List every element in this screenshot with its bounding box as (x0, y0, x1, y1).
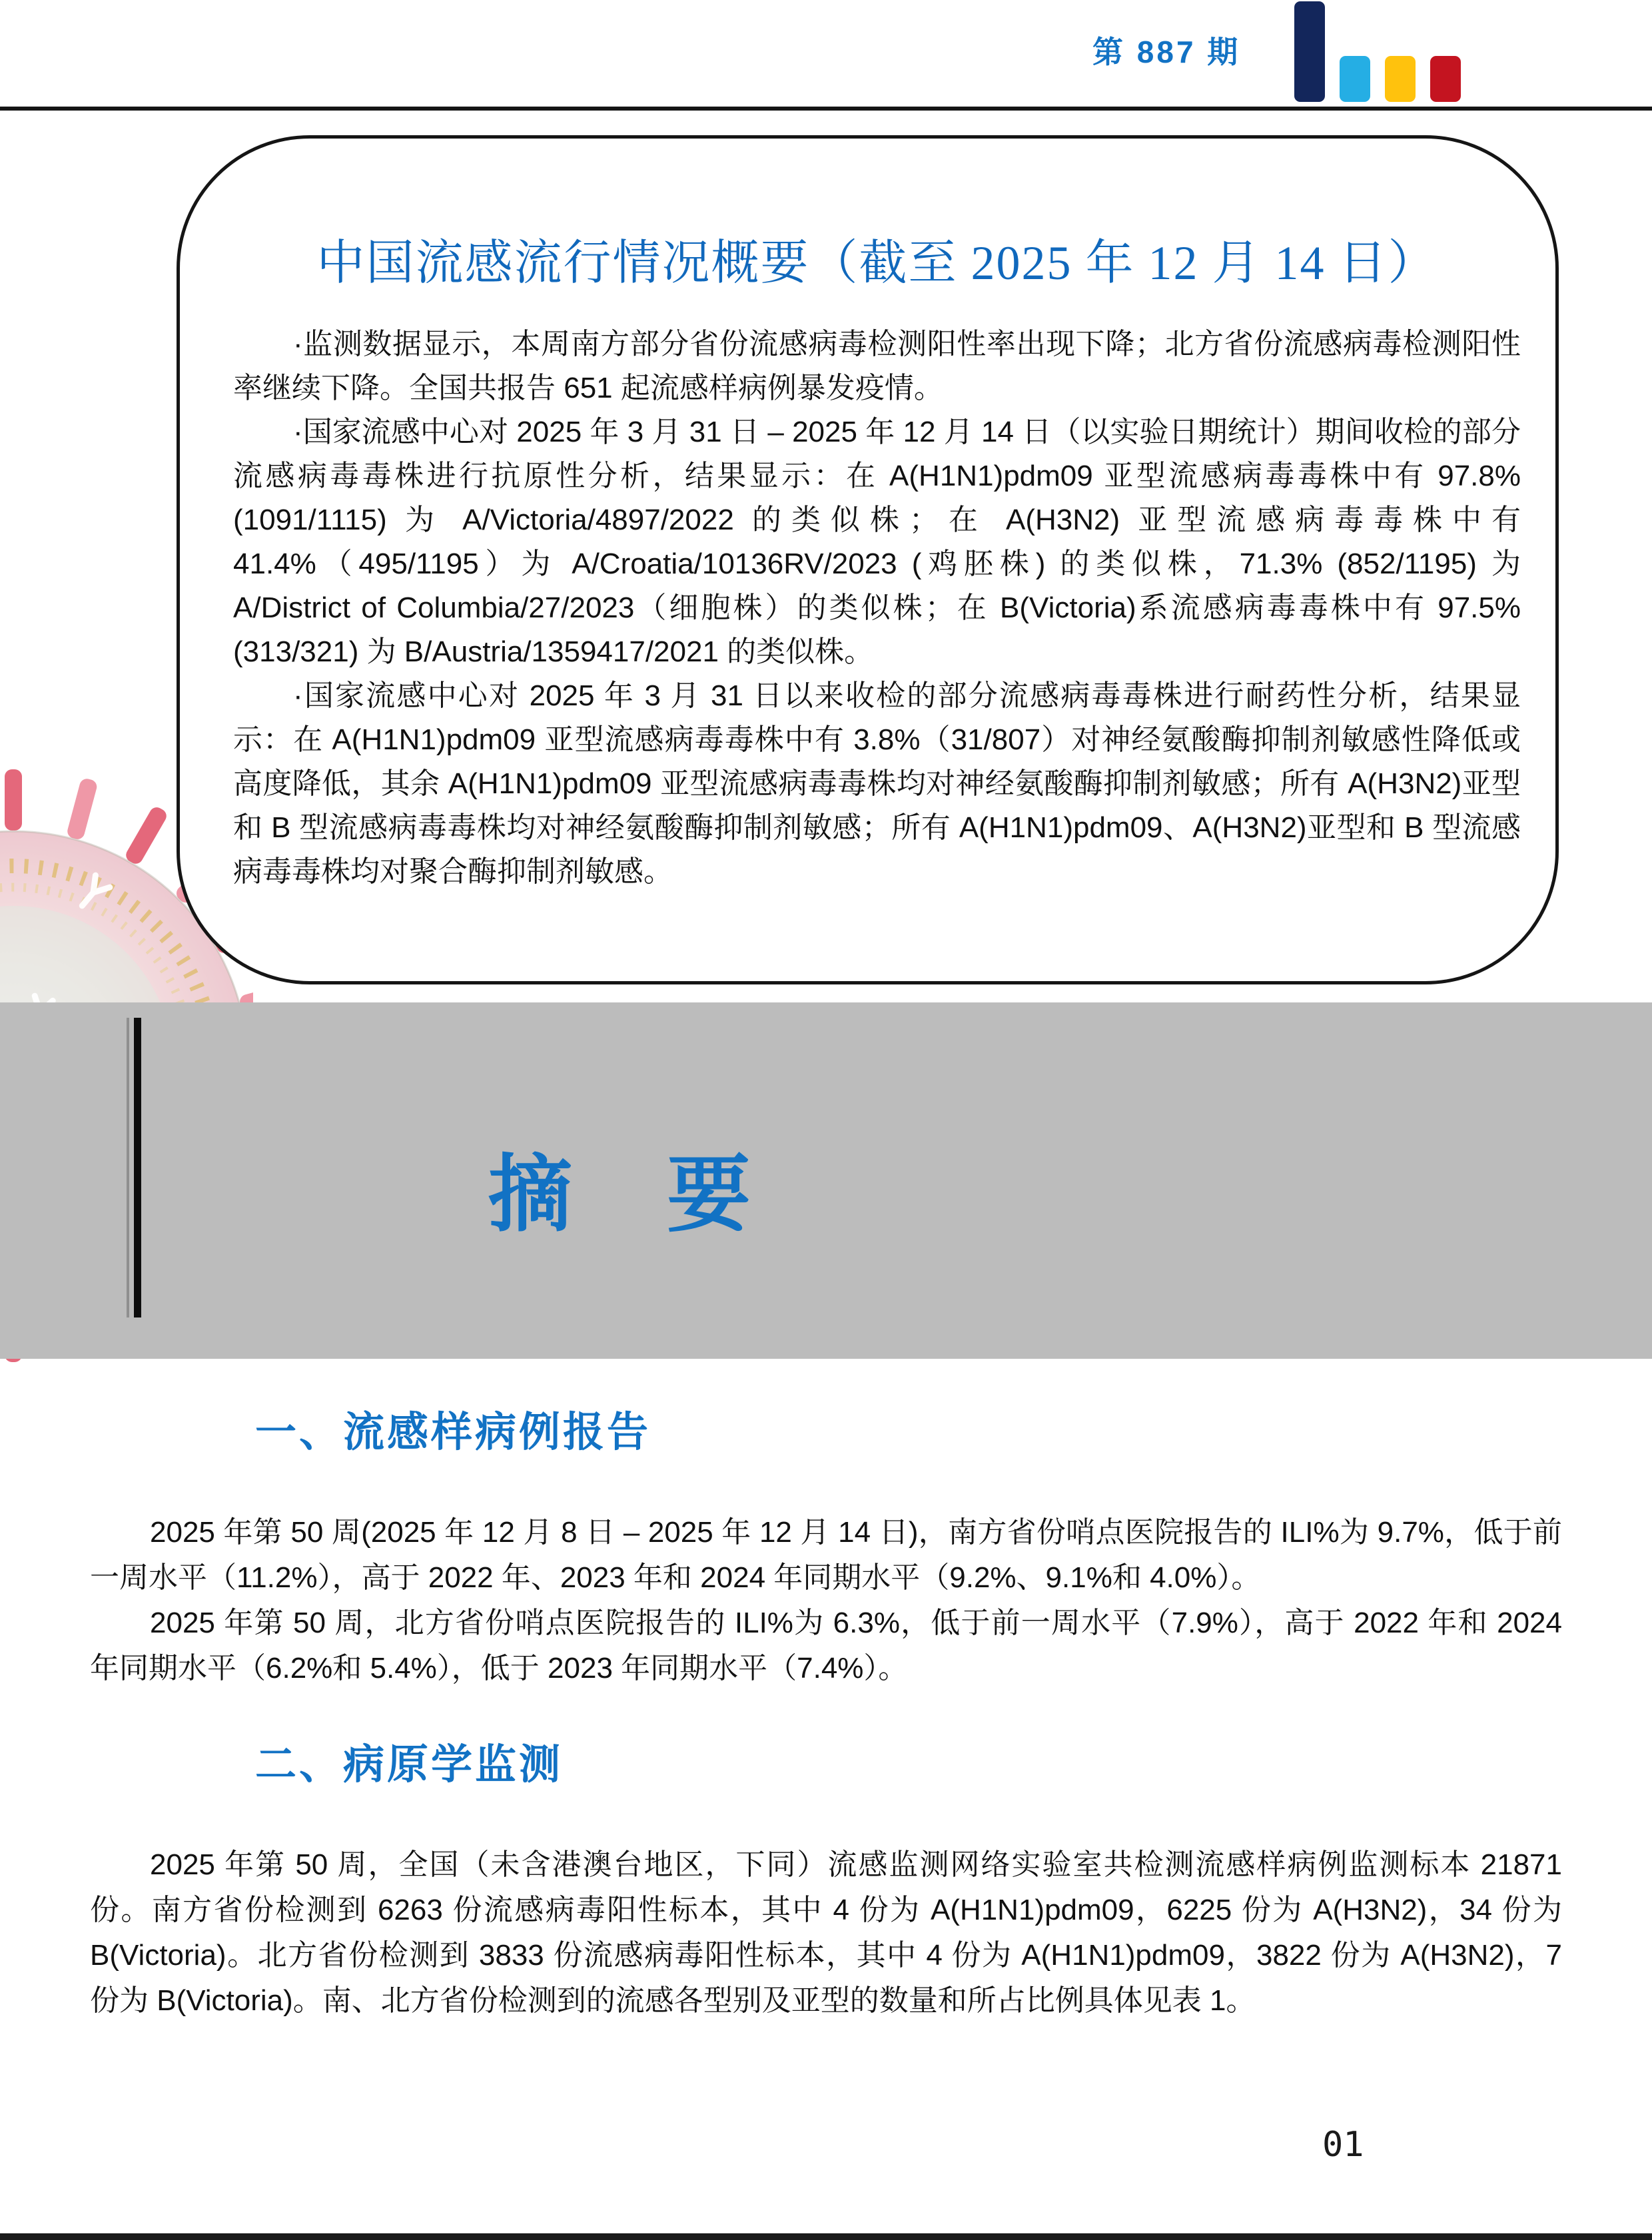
section-1-paragraph-south: 2025 年第 50 周(2025 年 12 月 8 日 – 2025 年 12 月 14 日)，南方省份哨点医院报告的 ILI%为 9.7%，低于前一周水平（11.2%），高于 2022 年、2023 年和 2024 年同期水平（9.2%、9.1%和 4.0%）。 (90, 1516, 1562, 1594)
summary-paragraph-antigenicity: ·国家流感中心对 2025 年 3 月 31 日 – 2025 年 12 月 14 日（以实验日期统计）期间收检的部分流感病毒毒株进行抗原性分析，结果显示：在 A(H1N1)pdm09 亚型流感病毒毒株中有 97.8% (1091/1115) 为 A/Victoria/4897/2022 的类似株；在 A(H3N2) 亚型流感病毒毒株中有 41.4%（495/1195）为 A/Croatia/10136RV/2023 (鸡胚株) 的类似株，71.3% (852/1195) 为 A/District of Columbia/27/2023（细胞株）的类似株；在 B(Victoria)系流感病毒毒株中有 97.5% (313/321) 为 B/Austria/1359417/2021 的类似株。 (233, 416, 1521, 668)
section-1-paragraph-north: 2025 年第 50 周，北方省份哨点医院报告的 ILI%为 6.3%，低于前一周水平（7.9%），高于 2022 年和 2024 年同期水平（6.2%和 5.4%），低于 2023 年同期水平（7.4%）。 (90, 1607, 1562, 1684)
section-2-heading: 二、病原学监测 (255, 1742, 564, 1788)
header-divider (0, 107, 1652, 111)
logo-bar-yellow-icon (1385, 56, 1416, 102)
logo-bar-red-icon (1430, 56, 1461, 102)
abstract-banner (0, 1002, 1652, 1359)
summary-paragraph-surveillance: ·监测数据显示，本周南方部分省份流感病毒检测阳性率出现下降；北方省份流感病毒检测阳性率继续下降。全国共报告 651 起流感样病例暴发疫情。 (233, 328, 1521, 404)
logo-bar-lightblue-icon (1340, 56, 1370, 102)
logo-bar-navy-icon (1294, 1, 1325, 102)
section-2-body (90, 1842, 1562, 2024)
page-number: 01 (1322, 2125, 1364, 2165)
section-1-heading: 一、流感样病例报告 (255, 1409, 651, 1455)
section-1-body (90, 1510, 1562, 1691)
issue-number-label: 第 887 期 (1092, 35, 1241, 69)
banner-accent-line-bold (134, 1018, 141, 1317)
four-color-bars-icon (1294, 0, 1467, 103)
influenza-summary-box (177, 135, 1559, 984)
footer-divider (0, 2233, 1652, 2240)
banner-accent-line-thin (127, 1018, 129, 1317)
summary-box-body (233, 322, 1521, 894)
summary-box-title: 中国流感流行情况概要（截至 2025 年 12 月 14 日） (316, 236, 1438, 290)
main-content (90, 1359, 1562, 2024)
section-2-paragraph-etiology: 2025 年第 50 周，全国（未含港澳台地区，下同）流感监测网络实验室共检测流感样病例监测标本 21871 份。南方省份检测到 6263 份流感病毒阳性标本，其中 4 份为 A(H1N1)pdm09，6225 份为 A(H3N2)，34 份为 B(Victoria)。北方省份检测到 3833 份流感病毒阳性标本，其中 4 份为 A(H1N1)pdm09，3822 份为 A(H3N2)，7 份为 B(Victoria)。南、北方省份检测到的流感各型别及亚型的数量和所占比例具体见表 1。 (90, 1848, 1562, 2017)
abstract-title: 摘 要 (488, 1148, 756, 1242)
summary-paragraph-resistance: ·国家流感中心对 2025 年 3 月 31 日以来收检的部分流感病毒毒株进行耐药性分析，结果显示：在 A(H1N1)pdm09 亚型流感病毒毒株中有 3.8%（31/807）对神经氨酸酶抑制剂敏感性降低或高度降低，其余 A(H1N1)pdm09 亚型流感病毒毒株均对神经氨酸酶抑制剂敏感；所有 A(H3N2)亚型和 B 型流感病毒毒株均对神经氨酸酶抑制剂敏感；所有 A(H1N1)pdm09、A(H3N2)亚型和 B 型流感病毒毒株均对聚合酶抑制剂敏感。 (233, 679, 1521, 888)
